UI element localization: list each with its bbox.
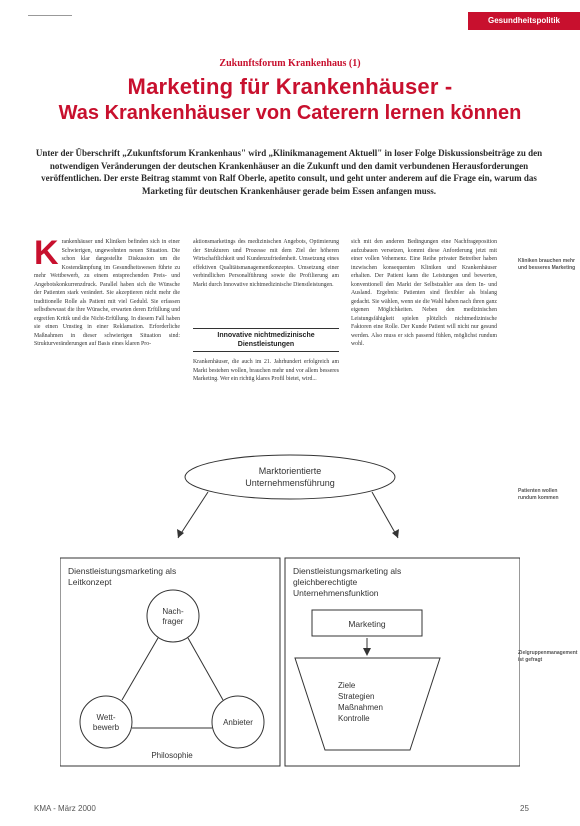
top-label-line1: Marktorientierte [258, 466, 322, 476]
subheadline: Was Krankenhäuser von Caterern lernen können [58, 102, 522, 124]
right-title-line2: gleichberechtigte [293, 577, 358, 587]
left-arrow [178, 492, 208, 538]
marketing-arrowhead [363, 648, 371, 656]
right-title-line1: Dienstleistungsmarketing als [293, 566, 402, 576]
funnel-item-ziele: Ziele [338, 681, 356, 690]
column-1-text: rankenhäuser und Kliniken befinden sich in einer Schwierigen, ungewohnten neuen Situation. Die schon klar dargestellte Diskussion um die Kostendämpfung im Gesundheitswesen führte zu mehr Wettbewerb, zu einem entsprechenden Preis- und Angebotskonkurrenzdruck. Parallel haben sich die Wünsche der Patienten stark verändert. Sie akzeptieren nicht mehr die traditionelle Rolle als Patient mit viel Geduld. Sie erfassen selbstbewusst die ihre Wünsche, erwarten deren Erfüllung und ergreifen Kritik und die Nicht-Erfüllung. In diesem Fall haben sie einen Umstieg in einer Reklamation. Erforderliche Maßnahmen in dieser schwierigen Situation sind: Strukturveränderungen auf Basis eines klaren Pro- [34, 239, 180, 347]
column-subheading: Innovative nichtmedizinische Dienstleistungen [193, 328, 339, 352]
body-column-1 [34, 238, 180, 408]
anbieter-label: Anbieter [223, 718, 253, 727]
header-rule [28, 15, 72, 16]
philosophie-label: Philosophie [151, 751, 193, 760]
right-title-line3: Unternehmensfunktion [293, 588, 379, 598]
funnel-item-massnahmen: Maßnahmen [338, 703, 383, 712]
marketing-label: Marketing [348, 619, 386, 629]
margin-note-1: Kliniken brauchen mehr und besseres Marketing [518, 258, 576, 271]
link-n-a [188, 638, 223, 700]
nachfrager-circle [147, 590, 199, 642]
right-arrow [372, 492, 398, 538]
body-column-2-continued: Krankenhäuser, die auch im 21. Jahrhundert erfolgreich am Markt bestehen wollen, brauchen mehr und vor allem besseres Marketing. Wer ein richtig klares Profil bietet, wird... [193, 359, 339, 382]
nachfrager-label-1: Nach- [162, 607, 184, 616]
marketing-diagram [60, 450, 520, 775]
body-column-3: sich mit den anderen Bedingungen eine Nachfrageposition aufzubauen versetzen, kommt diese Anforderung jetzt mit einer vollen Vehemenz. Eine Reihe privater Betreiber haben inzwischen konsequenten Kliniken und Krankenhäuser erhalten. Der Patient kann die Leistungen und bewerten, konventionell den Markt der Selbstzahler aus dem In- und Ausland. Ergebnis: Patienten sind flexibler als bislang gedacht. Sie wählen, wenn sie die Wahl haben nach ihren ganz eigenen Möglichkeiten. Neben den medizinischen Leistungsfähigkeit spielen plötzlich nichtmedizinische Faktoren eine Rolle. Der Kunde Patient will nicht nur gesund werden. Also muss er sich passend fühlen, möglichst rundum wohl. [351, 239, 497, 347]
drop-cap: K [34, 238, 59, 272]
top-label-line2: Unternehmensführung [245, 478, 335, 488]
margin-note-3: Zielgruppenmanagement ist gefragt [518, 650, 578, 663]
right-arrowhead [392, 529, 399, 538]
funnel-item-kontrolle: Kontrolle [338, 714, 370, 723]
left-title-line1: Dienstleistungsmarketing als [68, 566, 177, 576]
kicker: Zukunftsforum Krankenhaus (1) [219, 58, 361, 69]
link-n-w [122, 638, 158, 700]
left-title-line2: Leitkonzept [68, 577, 112, 587]
section-tag: Gesundheitspolitik [468, 12, 580, 30]
page-number: 25 [520, 804, 529, 813]
margin-note-2: Patienten wollen rundum kommen [518, 488, 559, 501]
nachfrager-label-2: frager [162, 617, 184, 626]
body-column-2: aktionsmarketings des medizinischen Angebots, Optimierung der Strukturen und Prozesse mit dem Ziel der höheren Wirtschaftlichkeit und Kundenzufriedenheit. Umsetzung eines effektiven Qualitätsmanagementkonzeptes. Umsetzung einer verbindlichen Personalführung sowie die Profilierung am Markt durch Innovative nichtmedizinische Dienstleistungen. [193, 239, 339, 288]
wettbewerb-label-1: Wett- [96, 713, 116, 722]
wettbewerb-circle [80, 696, 132, 748]
wettbewerb-label-2: bewerb [92, 723, 120, 732]
footer-issue: KMA - März 2000 [34, 804, 96, 813]
funnel-item-strategien: Strategien [338, 692, 375, 701]
top-ellipse [185, 455, 395, 499]
lead-paragraph: Unter der Überschrift „Zukunftsforum Krankenhaus" wird „Klinikmanagement Aktuell" in loser Folge Diskussionsbeiträge zu den notwendigen Veränderungen der deutschen Krankenhäuser an die Zukunft und den damit verbundenen Herausforderungen veröffentlichen. Der erste Beitrag stammt von Ralf Oberle, apetito consult, und geht unter anderem auf die Frage ein, warum das Marketing für deutschen Krankenhäuser gerade beim Essen anfangen muss. [35, 148, 543, 196]
headline: Marketing für Krankenhäuser - [127, 74, 453, 99]
